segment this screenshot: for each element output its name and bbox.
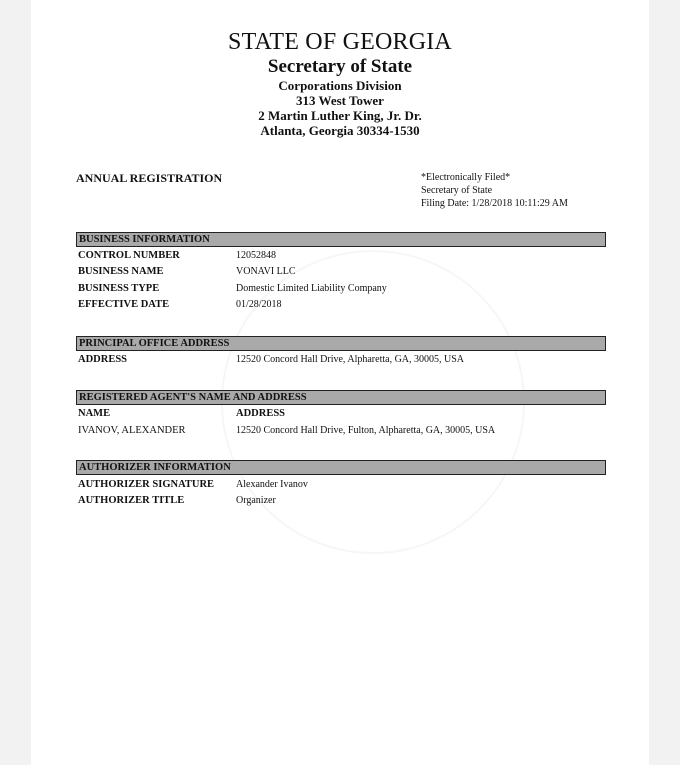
authorizer-signature-value: Alexander Ivanov	[236, 479, 308, 490]
business-name-value: VONAVI LLC	[236, 266, 296, 277]
business-name-row	[78, 265, 296, 278]
control-number-row	[78, 249, 276, 262]
agent-address-label: ADDRESS	[236, 408, 286, 419]
effective-date-row	[78, 298, 282, 311]
principal-address-label: ADDRESS	[78, 354, 128, 365]
principal-office-heading: PRINCIPAL OFFICE ADDRESS	[76, 336, 606, 351]
agent-name-label: NAME	[78, 408, 111, 419]
electronically-filed: *Electronically Filed*	[421, 172, 511, 183]
business-info-heading: BUSINESS INFORMATION	[76, 232, 606, 247]
authorizer-signature-label: AUTHORIZER SIGNATURE	[78, 479, 215, 490]
authorizer-signature-row	[78, 478, 308, 491]
state-title: STATE OF GEORGIA	[228, 29, 452, 55]
effective-date-label: EFFECTIVE DATE	[78, 299, 170, 310]
control-number-value: 12052848	[236, 250, 276, 261]
control-number-label: CONTROL NUMBER	[78, 250, 180, 261]
effective-date-value: 01/28/2018	[236, 299, 282, 310]
authorizer-title-row	[78, 494, 276, 507]
agent-value-row	[78, 424, 495, 437]
authorizer-heading: AUTHORIZER INFORMATION	[76, 460, 606, 475]
business-type-value: Domestic Limited Liability Company	[236, 283, 387, 294]
address-line-2: 2 Martin Luther King, Jr. Dr.	[258, 108, 422, 123]
principal-address-value: 12520 Concord Hall Drive, Alpharetta, GA, 30005, USA	[236, 354, 465, 365]
registration-title: ANNUAL REGISTRATION	[76, 171, 223, 185]
business-name-label: BUSINESS NAME	[78, 266, 164, 277]
business-type-row	[78, 282, 387, 295]
document-header	[31, 28, 649, 138]
registered-agent-heading: REGISTERED AGENT'S NAME AND ADDRESS	[76, 390, 606, 405]
agent-address-value: 12520 Concord Hall Drive, Fulton, Alpharetta, GA, 30005, USA	[236, 425, 496, 436]
authorizer-title-label: AUTHORIZER TITLE	[78, 495, 185, 506]
filing-date: Filing Date: 1/28/2018 10:11:29 AM	[421, 198, 568, 209]
filing-office: Secretary of State	[421, 185, 493, 196]
office-title: Secretary of State	[267, 56, 413, 77]
agent-name-value: IVANOV, ALEXANDER	[78, 425, 186, 436]
filing-stamp	[421, 171, 568, 210]
document-page	[31, 0, 649, 765]
business-type-label: BUSINESS TYPE	[78, 283, 160, 294]
division-line: Corporations Division	[278, 78, 402, 93]
agent-header-row	[78, 407, 394, 420]
address-line-3: Atlanta, Georgia 30334-1530	[260, 123, 420, 138]
authorizer-title-value: Organizer	[236, 495, 276, 506]
principal-address-row	[78, 353, 464, 366]
address-line-1: 313 West Tower	[296, 93, 384, 108]
